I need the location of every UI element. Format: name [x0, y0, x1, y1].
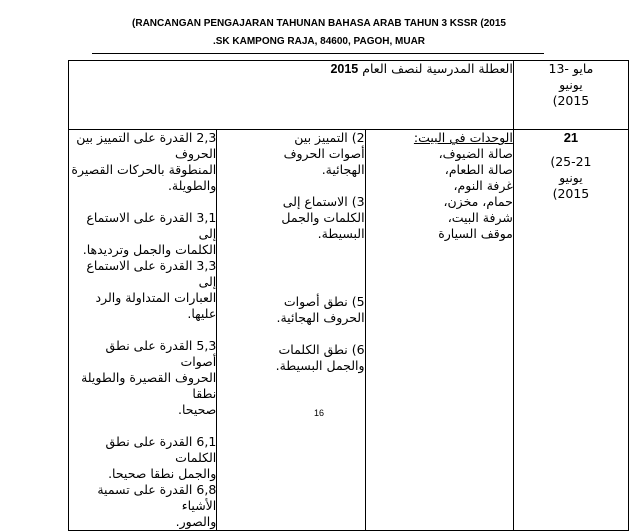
unit-line: شرفة البيت،	[447, 210, 513, 225]
week-number: 21	[563, 130, 579, 145]
learning-standards-cell	[69, 130, 217, 531]
unit-title: الوحدات في البيت:	[413, 130, 513, 145]
document-title: (RANCANGAN PENGAJARAN TAHUNAN BAHASA ARAB TAHUN 3 KSSR (2015	[132, 18, 506, 29]
content-item: 3) الاستماع إلى الكلمات والجمل البسيطة.	[281, 194, 365, 241]
standard-item: 3,1 القدرة على الاستماع إلى الكلمات والجمل وترديدها.	[82, 210, 217, 257]
unit-line: غرفة النوم،	[453, 178, 513, 193]
lesson-plan-table	[68, 60, 629, 531]
week-month: يونيو	[559, 170, 583, 185]
school-address: .SK KAMPONG RAJA, 84600, PAGOH, MUAR	[212, 36, 426, 47]
standard-item: 6,8 القدرة على تسمية الأشياء والصور.	[97, 482, 217, 529]
standard-item: 3,3 القدرة على الاستماع إلى العبارات المتداولة والرد عليها.	[86, 258, 217, 321]
holiday-title: العطلة المدرسية لنصف العام	[362, 61, 513, 76]
content-standards-cell	[217, 130, 365, 531]
content-item: 5) نطق أصوات الحروف الهجائية.	[276, 294, 365, 325]
date-line: 13- مايو	[548, 61, 594, 76]
unit-line: موقف السيارة	[438, 226, 513, 241]
standard-item: 6,1 القدرة على نطق الكلمات والجمل نطقا صحيحا.	[105, 434, 217, 481]
holiday-date-cell	[513, 61, 628, 130]
unit-line: صالة الضيوف،	[438, 146, 513, 161]
week-year: (2015	[552, 186, 590, 201]
page-number: 16	[313, 408, 324, 418]
unit-cell	[365, 130, 513, 531]
week-range: (25-21	[550, 154, 592, 169]
standard-item: 5,3 القدرة على نطق أصوات الحروف القصيرة والطويلة نطقا صحيحا.	[81, 338, 217, 417]
content-item: 2) التمييز بين أصوات الحروف الهجائية.	[283, 130, 365, 177]
unit-line: حمام، مخزن،	[443, 194, 513, 209]
date-line: (2015	[552, 93, 590, 108]
week-cell	[513, 130, 628, 531]
holiday-title-cell	[69, 61, 514, 130]
standard-item: 2,3 القدرة على التمييز بين الحروف المنطوقة بالحركات القصيرة والطويلة.	[71, 130, 217, 193]
table-row	[69, 61, 629, 130]
unit-line: صالة الطعام،	[444, 162, 513, 177]
content-item: 6) نطق الكلمات والجمل البسيطة.	[275, 342, 365, 373]
table-row	[69, 130, 629, 531]
holiday-year: 2015	[330, 62, 359, 76]
header-divider	[92, 53, 544, 54]
date-line: يونيو	[559, 77, 583, 92]
